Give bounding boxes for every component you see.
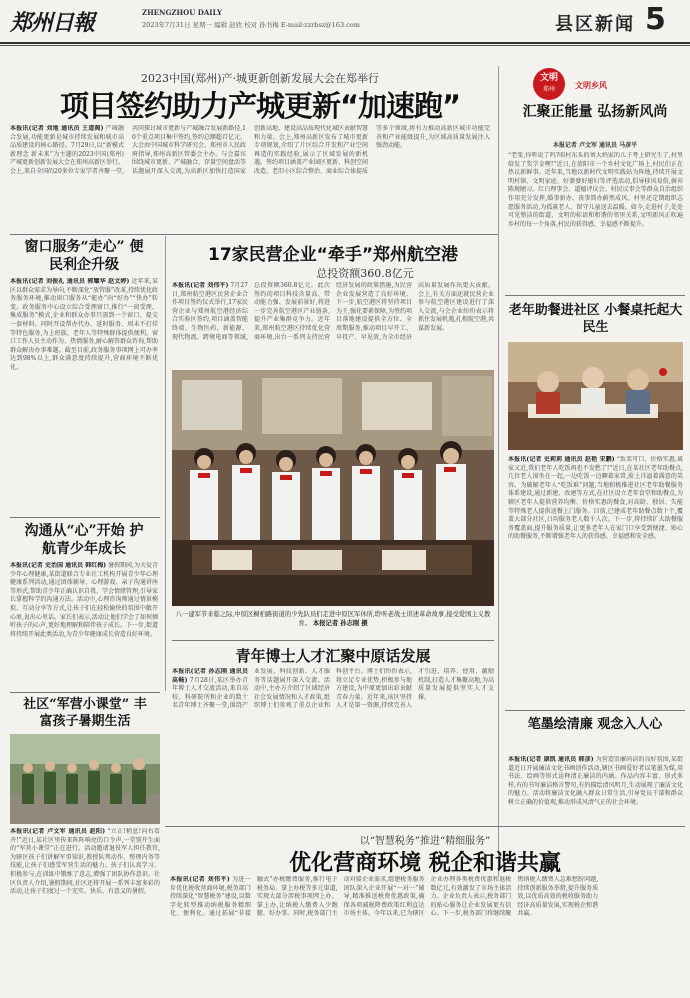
tax-headline: 优化营商环境 税企和谐共赢 [289, 851, 561, 876]
elderly-article [508, 456, 683, 706]
wenming-column: 文明乡风 [575, 80, 607, 90]
doctors-article [172, 668, 494, 818]
youth-byline: 本报讯(记者 史治国 通讯员 韩红梅) [10, 562, 107, 569]
masthead [0, 0, 690, 66]
right-rule-1 [505, 295, 685, 296]
airport-headline: 17家民营企业“牵手”郑州航空港 [207, 245, 458, 265]
news-photo [172, 370, 494, 606]
doctors-byline: 本报讯(记者 孙志刚 通讯员 高畅) [172, 668, 248, 684]
youth-headline: 沟通从“心”开始 护航青少年成长 [24, 523, 144, 557]
column-divider-right [498, 66, 499, 876]
elderly-byline: 本报讯(记者 史莉莉 通讯员 赵艳 宋鹏) [508, 456, 615, 463]
elderly-headline: 老年助餐进社区 小餐桌托起大民生 [508, 303, 683, 335]
lead-byline: 本报讯(记者 刘地 通讯员 王道阁) [10, 125, 104, 132]
newspaper-pinyin: ZHENGZHOU DAILY [142, 8, 223, 17]
tax-article [170, 876, 685, 994]
pen-headline: 笔墨绘清廉 观念入人心 [527, 717, 663, 732]
left-rule-2 [10, 692, 160, 693]
masthead-divider [0, 42, 690, 44]
youth-article [10, 562, 158, 687]
photo-caption: 八一建军节来临之际,中原区桐柏路街道的少先队员们走进中原区军休所,聆听老战士讲述革命故事,接受爱国主义教育。 [175, 611, 491, 627]
classroom-headline: 社区“军营小课堂” 丰富孩子暑期生活 [23, 697, 147, 729]
lead-headline: 项目签约助力产城更新“加速跑” [59, 89, 461, 123]
wenming-byline: 本报记者 卢文军 通讯员 马彦平 [552, 142, 638, 149]
airport-subhead: 总投资额360.8亿元 [316, 267, 414, 280]
window-byline: 本报讯(记者 刘俊礼 通讯员 郭耀华 赵文婷) [10, 278, 130, 285]
window-body: 近年来,某区以群众需求为导向,不断深化“放管服”改革,持续优化政务服务环境,推动窗口服务从“能办”向“好办”“快办”转变。政务服务中心设立综合受理窗口,推行“一窗受理、集成服务”模式,企业和群众办事只需到一个窗口、提交一套材料。同时开设帮办代办、延时服务、周末不打烊等特色服务,为上班族、老年人等特殊群体提供便利。窗口工作人员主动作为、热情服务,耐心解答群众咨询,帮助群众解决办事难题。截至目前,政务服务事项网上可办率达到98%以上,群众满意度持续提升,营商环境不断优化。 [10, 278, 158, 371]
doctors-headline: 青年博士人才汇聚中原话发展 [235, 647, 431, 665]
tax-body: 为进一步优化税收营商环境,税务部门持续深化“智慧税务”建设,以数字化转型推动纳税服务精细化、便利化。通过拓展“非接触式”办税缴费服务,推行电子税务局、掌上办税等多元渠道,实现大部分涉税事项网上办、掌上办,让纳税人缴费人少跑腿、好办事。同时,税务部门主动对接企业需求,组建税务服务团队深入企业开展“一对一”辅导,精准推送税费优惠政策,确保各项减税降费政策红利直达市场主体。今年以来,已为辖区企业办理各类税费优惠和退税数亿元,有效激发了市场主体活力。企业负责人表示,税务部门的贴心服务让企业发展更有信心。下一步,税务部门将继续聚焦纳税人缴费人急难愁盼问题,持续创新服务举措,提升服务质效,以优质高效的税收服务助力经济高质量发展,实现税企和谐共赢。 [170, 876, 599, 918]
kids-training-photo [10, 734, 160, 824]
wenming-logo-main: 文明 [539, 73, 558, 83]
elderly-body: “饭菜可口、价格实惠,离家又近,我们老年人吃饭再也不发愁了!”近日,在某社区老年助餐点,几位老人围坐在一起,一边吃饭一边聊着家常,脸上洋溢着满意的笑容。为破解老年人“吃饭难”问题,当地积极推进社区老年助餐服务体系建设,通过新建、改建等方式,在社区设立老年食堂和助餐点,为辖区老年人提供营养均衡、价格实惠的餐食,对高龄、独居、失能等特殊老人提供送餐上门服务。目前,已建成老年助餐点数十个,覆盖大部分社区,日均服务老人数千人次。下一步,将持续扩大助餐服务覆盖面,提升服务质量,让更多老年人在家门口享受到便捷、贴心的助餐服务,不断增强老年人的获得感、幸福感和安全感。 [508, 456, 683, 541]
left-rule-1 [10, 517, 160, 518]
tax-top-rule [165, 826, 685, 827]
students-museum-photo [172, 370, 494, 606]
wenming-logo-badge [533, 68, 565, 100]
column-divider-left [165, 236, 166, 691]
issue-info: 2023年7月31日 星期一 编辑 赵欣 校对 孙书梅 E-mail:zzrbsz@163.com [142, 21, 360, 29]
wenming-logo-side: 郑州 [542, 86, 555, 93]
doctors-body: 7月28日,某区举办青年博士人才交流活动,来自高校、科研院所和企业的数十名青年博士齐聚一堂,围绕产业发展、科技创新、人才服务等话题展开深入交流。活动中,主办方介绍了区域经济社会发展情况和人才政策,组织博士们参观了重点企业和科创平台。博士们纷纷表示,将立足专业优势,积极参与地方建设,为中原更加出彩贡献青春力量。近年来,该区坚持人才是第一资源,持续完善人才引进、培养、使用、激励机制,打造人才集聚高地,为高质量发展提供坚实人才支撑。 [172, 668, 494, 710]
newspaper-logo: 郑州日報 [10, 10, 95, 36]
classroom-byline: 本报讯(记者 卢文军 通讯员 赵阳) [10, 828, 106, 835]
pen-body: 为营造崇廉尚洁的良好氛围,某街道近日开展廉洁文化书画创作活动,辖区书画爱好者以笔墨为媒,用书法、绘画等形式诠释清正廉洁的内涵。作品内容丰富、形式多样,有的书写廉洁格言警句,有的描绘清风明月,生动展现了廉洁文化的魅力。活动将廉洁文化融入群众日常生活,引导党员干部和群众树立正确的价值观,推动形成风清气正的社会环境。 [508, 756, 683, 806]
tax-byline: 本报讯(记者 刘伟平) [170, 876, 230, 883]
tax-kicker: 以“智慧税务”推进“精细服务” [359, 836, 491, 847]
lead-article [10, 125, 490, 230]
masthead-divider-thin [0, 45, 690, 46]
airport-article [172, 282, 494, 367]
classroom-photo [10, 734, 160, 824]
wenming-body: “老张,你听说了吗?咱村东头的刘大妈家的儿子考上研究生了,村里给发了奖学金哩!”近日,在荥阳市一个乡村文化广场上,村民们正在热议新鲜事。近年来,当地以新时代文明实践站为阵地,持续开展文明村镇、文明家庭、好婆婆好媳妇等评选活动,倡导移风易俗,摒弃陈规陋习。红白理事会、道德评议会、村民议事会等群众自治组织作用充分发挥,婚事新办、丧事简办蔚然成风。村里还定期组织志愿服务活动,为孤寡老人、留守儿童送去温暖。如今,走进村子,处处可见整洁的街道、文明的标语和和谐的邻里关系,文明新风正吹遍乡村的每一个角落,村民的获得感、幸福感不断提升。 [508, 152, 683, 228]
right-rule-2 [505, 710, 685, 711]
classroom-article [10, 828, 160, 993]
lead-kicker: 2023中国(郑州)产·城更新创新发展大会在郑举行 [140, 72, 380, 85]
section-title: 县区新闻 [555, 14, 635, 35]
photo-caption-block [172, 610, 494, 640]
lead-body: 产城融合发展,功能更新是城市持续发展和城市高品质建设的核心路径。7月29日,以“新模式 新理念 新未来”为主题的2023中国(郑州)产城更新创新发展大会在郑州高新区举行。会上,来自全国的20多位专家学者齐聚一堂,共同探讨城市更新与产城融合发展新路径,10个重点项目集中签约,签约总额超百亿元。大会由中国城市科学研究会、郑州市人民政府指导,郑州高新区管委会主办。与会嘉宾围绕城市更新、产城融合、存量空间盘活等话题展开深入交流,为高新区加快打造国家创新高地、建设高品质现代化城区贡献智慧和力量。会上,郑州高新区发布了城市更新专项规划,介绍了片区综合开发和产业空间再造的实践经验,展示了区域发展的新机遇。签约项目涵盖产业园区更新、科创空间改造、老旧小区综合整治、商业综合体提质等多个领域,将有力推动高新区城市功能完善和产业能级提升,为区域高质量发展注入强劲动能。 [10, 125, 490, 175]
mid-rule-1 [172, 640, 494, 641]
window-article [10, 278, 158, 513]
elderly-dining-photo [508, 342, 683, 450]
elderly-photo [508, 342, 683, 450]
lead-bottom-rule [10, 234, 498, 235]
photo-credit: 本报记者 孙志刚 摄 [312, 620, 368, 627]
page-number: 5 [645, 2, 666, 37]
window-headline: 窗口服务“走心” 便民利企升级 [24, 239, 144, 273]
youth-body: 暑假期间,为关爱青少年心理健康,某街道联合专业社工机构开展青少年心理健康系列活动,通过团体辅导、心理游戏、亲子沟通讲座等形式,帮助青少年正确认识自我、学会情绪管理,引导家长掌握科学的沟通方法。活动中,心理咨询师通过情景模拟、互动分享等方式,让孩子们在轻松愉快的氛围中敞开心扉,说出心里话。家长们表示,活动让他们学会了如何倾听孩子的心声,更好地理解和陪伴孩子成长。下一步,街道将持续开展此类活动,为青少年健康成长营造良好环境。 [10, 562, 158, 638]
classroom-body: “立正!稍息!向右看齐!”近日,某社区里传来阵阵响亮的口令声,一堂别开生面的“军营小课堂”正在进行。活动邀请退役军人担任教官,为辖区孩子们讲解军事知识,教授队列动作、整理内务等技能,让孩子们感受军营生活的魅力。孩子们认真学习、积极参与,在训练中锻炼了意志,增强了团队协作意识。社区负责人介绍,暑假期间,社区还将开展一系列丰富多彩的活动,让孩子们度过一个充实、快乐、有意义的暑假。 [10, 828, 160, 896]
pen-byline: 本报讯(记者 康凯 通讯员 韩彦) [508, 756, 594, 763]
airport-byline: 本报讯(记者 刘伟平) [172, 282, 229, 289]
wenming-headline: 汇聚正能量 弘扬新风尚 [522, 104, 668, 120]
airport-body: 7月27日,郑州航空港区民营企业合作项目签约仪式举行,17家民营企业与郑州航空港经济综合实验区签约,项目涵盖智能终端、生物医药、新能源、现代物流、跨境电商等领域,总投资额360.8亿元。此次签约的项目科技含量高、带动能力强、发展前景好,将进一步完善航空港区产业链条,提升产业集群竞争力。近年来,郑州航空港区持续优化营商环境,出台一系列支持民营经济发展的政策措施,为民营企业发展营造了良好环境。下一步,航空港区将坚持项目为王,强化要素保障,为签约项目落地建设提供全方位、全周期服务,推动项目早开工、早投产、早见效,为全市经济高质量发展作出更大贡献。会上,有关方面还就民营企业参与航空港区建设进行了深入交流,与会企业纷纷表示将抓住发展机遇,扎根航空港,共谋新发展。 [172, 282, 494, 341]
